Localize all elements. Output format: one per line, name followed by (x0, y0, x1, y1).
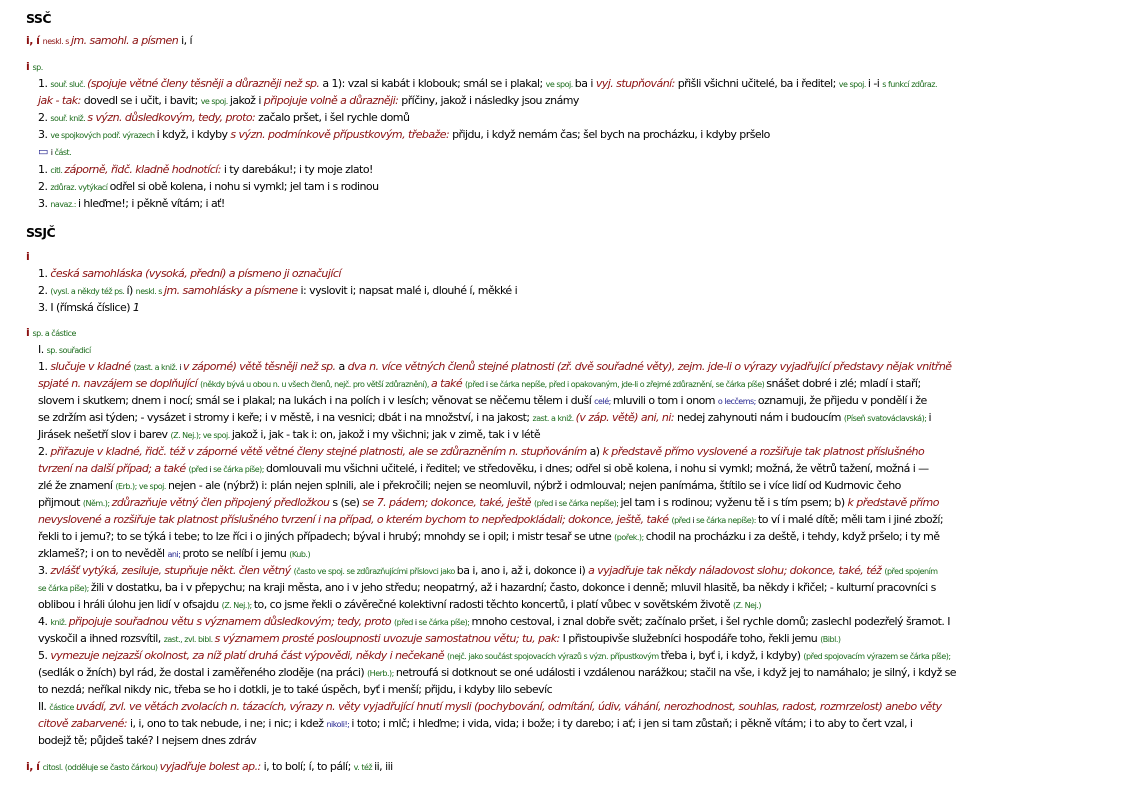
text-run: vyj. stupňování: (595, 77, 678, 90)
entry-line (38, 143, 71, 162)
text-run: (před (394, 618, 415, 627)
text-run: k představě přímo vyslovené a rozšiřuje tak platnost příslušného (602, 445, 925, 458)
text-run: to, co jsme řekli o závěrečné kolektivní radosti těchto koncertů, i platí vůbec v sovětském životě (253, 598, 733, 611)
text-run: SSJČ (26, 225, 56, 240)
text-run: nedej zahynouti nám i budoucím (676, 411, 844, 424)
text-run: neskl. s (42, 37, 71, 46)
text-run: slovem i skutkem; dnem i nocí; smál se i plakal; na lukách i na polích i v lesích; věnovat se něčemu tělem i duší (38, 394, 595, 407)
text-run: slučuje v kladné (50, 360, 134, 373)
text-run: i, í (178, 34, 192, 47)
text-run: ve spojkových podř. výrazech (50, 131, 157, 140)
entry-line (26, 32, 192, 51)
text-run: (často ve spoj. se zdůrazňujícími příslovci jako (293, 567, 457, 576)
text-run: 2. (38, 445, 51, 458)
text-run: I přistoupivše služebníci hospodáře toho, řekli jemu (562, 632, 821, 645)
text-run: se zdržím asi týden; - vysázet i stromy i keře; i v městě, i na vesnici; dbát i na množství, i na jakost; (38, 411, 533, 424)
text-run: zast. a kniž. (532, 414, 576, 423)
text-run: to nezdá; neříkal nikdy nic, třeba se ho i dotkli, je to také úspěch, byť i menší; přijdu, i kdyby lilo sebevíc (38, 683, 553, 696)
text-run: (Z. Nej.) (732, 601, 761, 610)
entry-line (26, 758, 393, 777)
text-run: i, í (26, 34, 43, 47)
text-run: částice (49, 703, 76, 712)
text-run: mluvili o tom i onom (612, 394, 718, 407)
text-run: 2. (38, 284, 51, 297)
text-run: i, i, ono to tak nebude, i ne; i nic; i kdež (130, 717, 327, 730)
text-run: ve spoj. (138, 482, 168, 491)
text-run: dva n. více větných členů stejné platnosti (zř. dvě souřadné věty), zejm. jde-li o výrazy vyjadřující představy nějak vnitřně (347, 360, 952, 373)
text-run: souř. kniž. (50, 114, 88, 123)
text-run: (Erb.); (115, 482, 139, 491)
text-run: i toto; i mlč; i hleďme; i vida, vida; i bože; i ty darebo; i ať; i jen si tam zůstaň; i pěkně vítám; i to aby to čert vzal, i (351, 717, 913, 730)
text-run: řekli to i jemu?; to se týká i tebe; to lze říci i o jiných případech; býval i hrubý; mnohdy se i opil; i mistr tesař se utne (38, 530, 615, 543)
text-run: přiřazuje v kladné, řidč. též v záporné větě větné členy stejné platnosti, ale se zdůrazněním n. stupňováním (50, 445, 590, 458)
text-run: (Herb.); (367, 669, 396, 678)
text-run: (nejč. jako součást spojovacích výrazů s význ. přípustkovým (447, 652, 661, 661)
text-run: zklameš?; i on to nevěděl (38, 547, 168, 560)
text-run: přijmout (38, 496, 83, 509)
entry-line (38, 299, 139, 317)
text-run: ba i (574, 77, 596, 90)
text-run: v. též (353, 763, 375, 772)
text-run: vymezuje nejzazší okolnost, za níž platí druhá část výpovědi, někdy i nečekaně (50, 649, 448, 662)
text-run: příčiny, jakož i následky jsou známy (401, 94, 579, 107)
text-run: se čárka nepíše): (696, 516, 759, 525)
text-run: (pořek.); (614, 533, 646, 542)
text-run: ani, ni: (640, 411, 677, 424)
text-run: citosl. (42, 763, 65, 772)
text-run: 5. (38, 649, 51, 662)
text-run: SSČ (26, 11, 51, 26)
text-run: (Něm.); (82, 499, 112, 508)
text-run: i -i (867, 77, 883, 90)
text-run: část. (54, 148, 72, 157)
text-run: to ví i malé dítě; měli tam i jiné zboží; (758, 513, 943, 526)
text-run: (před (465, 380, 486, 389)
text-run: jm. samohlásky a písmene (163, 284, 301, 297)
text-run: zdůraz. vytýkací (50, 183, 110, 192)
text-run: oblibou i hráli úlohu jen lidí v ofsajdu (38, 598, 222, 611)
text-run: II. (38, 700, 50, 713)
text-run: i (26, 326, 33, 339)
text-run: 1. (38, 360, 51, 373)
text-run: odřel si obě kolena, i nohu si vymkl; jel tam i s rodinou (109, 180, 379, 193)
text-run: (vysl. a někdy též ps. (50, 287, 127, 296)
text-run: větě těsněji než sp. (239, 360, 339, 373)
section-heading (26, 224, 55, 243)
text-run: v záporné) (183, 360, 240, 373)
text-run: a také (430, 377, 466, 390)
entry-line (38, 126, 770, 145)
section-heading (26, 10, 51, 29)
text-run: ve spoj. (838, 80, 868, 89)
text-run: (před (188, 465, 210, 474)
text-run: i ty darebáku!; i ty moje zlato! (223, 163, 373, 176)
text-run: bodejž tě; půjdeš také? I nejsem dnes zdráv (38, 734, 257, 747)
text-run: se čárka píše); (418, 618, 472, 627)
text-run: ve spoj. (545, 80, 575, 89)
text-run: vyjadřuje bolest ap.: (159, 760, 264, 773)
text-run: i (928, 411, 931, 424)
text-run: nejen - ale (nýbrž) i: plán nejen splnili, ale i překročili; nejen se neomluvil, nýbrž i odmlouval; nejen panímáma, štítilo se i více lidí od Kudrnovic čeho (168, 479, 901, 492)
text-run: dovedl se i učit, i bavit; (83, 94, 201, 107)
text-run: ve spoj. (202, 431, 232, 440)
text-run: třeba i, byť i, i když, i kdyby) (660, 649, 804, 662)
text-run: chodil na procházku i za deště, i tehdy, když pršelo; i ty mě (645, 530, 940, 543)
text-run: jak - tak: (38, 94, 84, 107)
text-run: s významem prosté posloupnosti uvozuje samostatnou větu; tu, pak: (214, 632, 563, 645)
text-run: se čárka nepíše, před i opakovaným, jde-li o zřejmé zdůraznění, se čárka píše) (489, 380, 767, 389)
text-run: 3. (38, 128, 51, 141)
text-run: 1. (38, 77, 51, 90)
text-run: i, to bolí; í, to pálí; (263, 760, 354, 773)
text-run: (spojuje větné členy těsněji a důrazněji než sp. (87, 77, 323, 90)
text-run: zast., zvl. bibl. (163, 635, 215, 644)
text-run: ba i, ano i, až i, dokonce i) (456, 564, 589, 577)
text-run: kniž. (50, 618, 69, 627)
text-run: začalo pršet, i šel rychle domů (258, 111, 410, 124)
text-run: Jirásek nešetří slov i barev (38, 428, 171, 441)
text-run: zvlášť vytýká, zesiluje, stupňuje někt. člen větný (50, 564, 294, 577)
text-run: s význ. důsledkovým, tedy, proto: (87, 111, 259, 124)
text-run: i (414, 618, 419, 627)
text-run: celé; (594, 397, 613, 406)
text-run: česká samohláska (vysoká, přední) a písmeno ji označující (50, 267, 341, 280)
entry-line (38, 681, 552, 699)
text-run: tvrzení na další případ; a také (38, 462, 189, 475)
text-run: i když, i kdyby (156, 128, 231, 141)
text-run: (zast. a kniž. (133, 363, 180, 372)
text-run: připojuje volně a důrazněji: (263, 94, 402, 107)
text-run: i (179, 363, 184, 372)
text-run: (Bibl.) (820, 635, 841, 644)
text-run: ▭ (38, 145, 51, 158)
text-run: 1 (132, 301, 140, 314)
text-run: (před (671, 516, 693, 525)
text-run: s význ. podmínkově přípustkovým, třebaže: (230, 128, 453, 141)
text-run: i (692, 516, 697, 525)
text-run: sp. a částice (32, 329, 76, 338)
text-run: I. (38, 343, 47, 356)
text-run: a (338, 360, 348, 373)
entry-line (38, 195, 225, 214)
text-run: (sedlák o žních) byl rád, že dostal i zaměřeného zloděje (na práci) (38, 666, 368, 679)
text-run: nikoli!; (326, 720, 352, 729)
text-run: a vyjadřuje tak někdy náladovost slohu; dokonce, také, též (588, 564, 885, 577)
text-run: 2. (38, 111, 51, 124)
text-run: ani; (167, 550, 183, 559)
text-run: snášet dobré i zlé; mladí i staří; (766, 377, 921, 390)
text-run: neskl. s (135, 287, 164, 296)
text-run: i: vyslovit i; napsat malé i, dlouhé í, měkké i (300, 284, 518, 297)
text-run: i (209, 465, 214, 474)
text-run: i (26, 60, 33, 73)
text-run: vyskočil a ihned rozsvítil, (38, 632, 164, 645)
text-run: proto se nelíbí i jemu (182, 547, 290, 560)
text-run: 3. I (římská číslice) (38, 301, 133, 314)
text-run: spjaté n. navzájem se doplňující (38, 377, 201, 390)
text-run: citl. (50, 166, 65, 175)
text-run: ii, iii (374, 760, 393, 773)
text-run: s (se) (332, 496, 363, 509)
text-run: se čárka píše); (38, 584, 91, 593)
text-run: netroufá si dotknout se oné události i vzdálenou narážkou; stačil na vše, i když jej to namáhalo; je silný, i když se (395, 666, 957, 679)
text-run: uvádí, zvl. ve větách zvolacích n. tázacích, výrazy n. věty vyjadřující hnutí mysli (pochybování, odmítání, údiv, váhání, nerozhodnost, souhlas, radost, rozmrzelost) anebo věty (76, 700, 942, 713)
text-run: jakož i, jak - tak i: on, jakož i my všichni; jak v zimě, tak i v létě (231, 428, 541, 441)
text-run: í) (126, 284, 136, 297)
text-run: citově zabarvené: (38, 717, 131, 730)
text-run: i, í (26, 760, 43, 773)
text-run: záporně, řidč. kladně hodnotící: (64, 163, 224, 176)
text-run: přišli všichni učitelé, ba i ředitel; (677, 77, 839, 90)
text-run: oznamuji, že přijedu v pondělí i že (757, 394, 927, 407)
text-run: žili v dostatku, ba i v přepychu; na kraji města, ano i v jeho středu; neopatrný, až i hazardní; často, dokonce i denně; mluvil hlasitě, ba někdy i křičel; - kulturní pracovníci s (90, 581, 936, 594)
text-run: domlouvali mu všichni učitelé, i ředitel; ve středověku, i dnes; odřel si obě kolena, i nohu si vymkl; možná, že větrů tažení, možná i — (266, 462, 929, 475)
text-run: se čárka píše); (213, 465, 267, 474)
text-run: i (485, 380, 490, 389)
entry-line (38, 732, 256, 750)
text-run: se 7. pádem; dokonce, také, ještě (362, 496, 534, 509)
text-run: (před spojením (884, 567, 938, 576)
text-run: (před spojovacím výrazem se čárka píše); (803, 652, 951, 661)
text-run: jm. samohl. a písmen (70, 34, 179, 47)
text-run: (odděluje se často čárkou) (64, 763, 160, 772)
entry-line (38, 265, 341, 283)
text-run: i (26, 250, 30, 263)
text-run: jakož i (229, 94, 264, 107)
text-run: 1. (38, 163, 51, 176)
text-run: jel tam i s rodinou; vyženu tě i s tím psem; b) (620, 496, 848, 509)
text-run: připojuje souřadnou větu s významem důsledkovým; tedy, proto (68, 615, 394, 628)
text-run: i (554, 499, 559, 508)
text-run: nevyslovené a rozšiřuje tak platnost příslušného tvrzení i na případ, o kterém bychom to nepředpokládali; dokonce, ještě, také (38, 513, 672, 526)
text-run: se čárka nepíše); (558, 499, 621, 508)
text-run: s funkcí zdůraz. (882, 80, 937, 89)
text-run: 4. (38, 615, 51, 628)
text-run: (Z. Nej.); (170, 431, 203, 440)
text-run: i (50, 148, 55, 157)
text-run: k představě přímo (847, 496, 939, 509)
text-run: (někdy bývá u obou n. u všech členů, nejč. pro větší zdůraznění), (200, 380, 431, 389)
text-run: 1. (38, 267, 51, 280)
text-run: souř. sluč. (50, 80, 88, 89)
text-run: o lecčems; (717, 397, 758, 406)
text-run: (v záp. větě) (575, 411, 641, 424)
text-run: 3. (38, 564, 51, 577)
text-run: a) (589, 445, 603, 458)
text-run: (Kub.) (289, 550, 311, 559)
text-run: ve spoj. (200, 97, 230, 106)
text-run: zlé že znamení (38, 479, 116, 492)
text-run: navaz.: (50, 200, 78, 209)
text-run: 3. (38, 197, 51, 210)
text-run: i hleďme!; i pěkně vítám; i ať! (77, 197, 225, 210)
entry-line (26, 248, 29, 266)
text-run: 2. (38, 180, 51, 193)
text-run: (Píseň svatováclavská); (843, 414, 929, 423)
text-run: přijdu, i když nemám čas; šel bych na procházku, i kdyby pršelo (452, 128, 770, 141)
text-run: mnoho cestoval, i znal dobře svět; začínalo pršet, i šel rychle domů; zaslechl podezřelý šramot. I (471, 615, 950, 628)
text-run: sp. (32, 63, 43, 72)
text-run: (před (533, 499, 555, 508)
text-run: zdůrazňuje větný člen připojený předložkou (111, 496, 333, 509)
text-run: a 1): vzal si kabát i klobouk; smál se i plakal; (322, 77, 546, 90)
entry-line (38, 443, 924, 461)
text-run: (Z. Nej.); (221, 601, 254, 610)
text-run: sp. souřadicí (46, 346, 91, 355)
